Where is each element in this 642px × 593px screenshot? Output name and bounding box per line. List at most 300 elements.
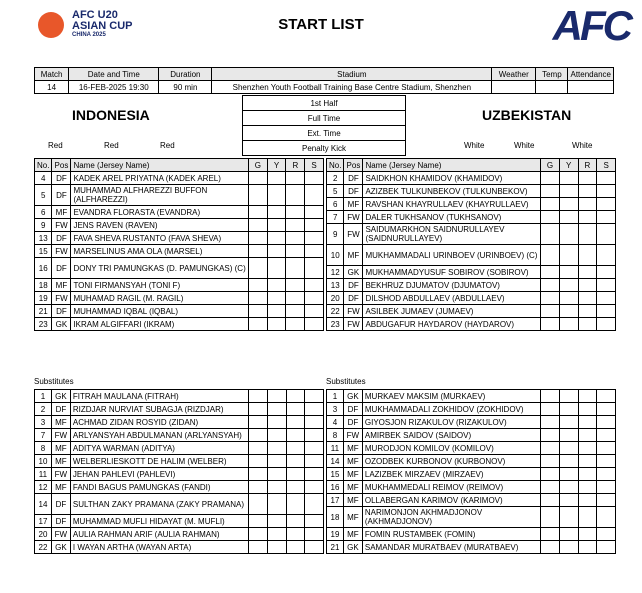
player-name: FITRAH MAULANA (FITRAH) bbox=[70, 390, 248, 403]
table-row bbox=[327, 172, 616, 185]
player-name: MUHAMMAD MUFLI HIDAYAT (M. MUFLI) bbox=[70, 515, 248, 528]
player-number: 1 bbox=[35, 390, 52, 403]
player-name: KADEK AREL PRIYATNA (KADEK AREL) bbox=[71, 172, 249, 185]
home-kit-color: Red bbox=[48, 141, 63, 150]
stat-cell bbox=[305, 528, 324, 541]
info-value bbox=[536, 81, 568, 94]
stat-cell bbox=[286, 172, 305, 185]
stat-cell bbox=[305, 468, 324, 481]
stat-cell bbox=[541, 429, 560, 442]
table-row bbox=[327, 279, 616, 292]
player-number: 12 bbox=[327, 266, 344, 279]
stat-cell bbox=[597, 172, 616, 185]
stat-cell bbox=[267, 172, 286, 185]
stat-cell bbox=[578, 541, 597, 554]
player-name: FOMIN RUSTAMBEK (FOMIN) bbox=[362, 528, 540, 541]
player-name: SAIDKHON KHAMIDOV (KHAMIDOV) bbox=[363, 172, 541, 185]
stat-cell bbox=[597, 245, 616, 266]
stat-cell bbox=[578, 468, 597, 481]
player-name: OZODBEK KURBONOV (KURBONOV) bbox=[362, 455, 540, 468]
player-number: 8 bbox=[327, 429, 344, 442]
table-row bbox=[35, 541, 324, 554]
player-number: 18 bbox=[35, 279, 52, 292]
table-row bbox=[327, 429, 616, 442]
stat-cell bbox=[286, 185, 305, 206]
player-position: DF bbox=[51, 494, 70, 515]
stat-cell bbox=[268, 442, 287, 455]
column-header: Name (Jersey Name) bbox=[71, 159, 249, 172]
stat-cell bbox=[248, 318, 267, 331]
period-label: Ext. Time bbox=[243, 126, 406, 141]
header bbox=[0, 0, 642, 62]
column-header: Pos bbox=[344, 159, 363, 172]
table-row bbox=[35, 494, 324, 515]
stat-cell bbox=[541, 507, 560, 528]
stat-cell bbox=[559, 305, 578, 318]
stat-cell bbox=[559, 429, 578, 442]
player-number: 20 bbox=[35, 528, 52, 541]
player-name: DILSHOD ABDULLAEV (ABDULLAEV) bbox=[363, 292, 541, 305]
stat-cell bbox=[578, 245, 597, 266]
table-row bbox=[35, 468, 324, 481]
table-row bbox=[35, 258, 324, 279]
column-header: No. bbox=[35, 159, 52, 172]
stat-cell bbox=[541, 390, 560, 403]
stat-cell bbox=[578, 292, 597, 305]
player-position: DF bbox=[52, 185, 71, 206]
player-number: 23 bbox=[35, 318, 52, 331]
player-number: 7 bbox=[327, 211, 344, 224]
stat-cell bbox=[541, 494, 560, 507]
player-number: 3 bbox=[327, 403, 344, 416]
info-value: 90 min bbox=[159, 81, 212, 94]
away-subs-label: Substitutes bbox=[326, 377, 366, 386]
player-number: 22 bbox=[35, 541, 52, 554]
stat-cell bbox=[559, 318, 578, 331]
player-number: 21 bbox=[327, 541, 344, 554]
stat-cell bbox=[268, 429, 287, 442]
player-position: FW bbox=[344, 224, 363, 245]
stat-cell bbox=[249, 455, 268, 468]
table-row bbox=[327, 403, 616, 416]
stat-cell bbox=[597, 211, 616, 224]
stat-cell bbox=[249, 429, 268, 442]
table-row bbox=[35, 172, 324, 185]
home-kit-color: Red bbox=[160, 141, 175, 150]
stat-cell bbox=[267, 279, 286, 292]
stat-cell bbox=[248, 245, 267, 258]
player-number: 11 bbox=[327, 442, 344, 455]
info-value: 14 bbox=[35, 81, 69, 94]
table-row bbox=[327, 305, 616, 318]
player-position: MF bbox=[343, 507, 362, 528]
period-label: Full Time bbox=[243, 111, 406, 126]
stat-cell bbox=[305, 403, 324, 416]
period-label: Penalty Kick bbox=[243, 141, 406, 156]
stat-cell bbox=[597, 541, 616, 554]
player-position: MF bbox=[52, 206, 71, 219]
player-name: WELBERLIESKOTT DE HALIM (WELBER) bbox=[70, 455, 248, 468]
player-position: DF bbox=[344, 279, 363, 292]
player-position: MF bbox=[52, 279, 71, 292]
column-header: G bbox=[248, 159, 267, 172]
stat-cell bbox=[305, 305, 324, 318]
home-subs-label: Substitutes bbox=[34, 377, 74, 386]
player-number: 10 bbox=[35, 455, 52, 468]
table-row bbox=[327, 416, 616, 429]
player-number: 17 bbox=[35, 515, 52, 528]
stat-cell bbox=[559, 185, 578, 198]
stat-cell bbox=[541, 481, 560, 494]
stat-cell bbox=[305, 258, 324, 279]
info-header: Stadium bbox=[212, 68, 492, 81]
table-row bbox=[35, 245, 324, 258]
stat-cell bbox=[267, 206, 286, 219]
player-name: FAVA SHEVA RUSTANTO (FAVA SHEVA) bbox=[71, 232, 249, 245]
player-number: 4 bbox=[35, 172, 52, 185]
player-position: FW bbox=[344, 211, 363, 224]
player-position: FW bbox=[52, 245, 71, 258]
stat-cell bbox=[267, 219, 286, 232]
stat-cell bbox=[286, 219, 305, 232]
table-row bbox=[327, 390, 616, 403]
player-number: 22 bbox=[327, 305, 344, 318]
player-number: 15 bbox=[327, 468, 344, 481]
stat-cell bbox=[578, 390, 597, 403]
info-header: Duration bbox=[159, 68, 212, 81]
info-header: Match bbox=[35, 68, 69, 81]
stat-cell bbox=[267, 305, 286, 318]
player-number: 5 bbox=[327, 185, 344, 198]
table-row bbox=[327, 245, 616, 266]
table-row bbox=[327, 481, 616, 494]
stat-cell bbox=[541, 528, 560, 541]
stat-cell bbox=[286, 541, 305, 554]
stat-cell bbox=[305, 219, 324, 232]
stat-cell bbox=[305, 206, 324, 219]
stat-cell bbox=[248, 258, 267, 279]
info-value: 16-FEB-2025 19:30 bbox=[69, 81, 159, 94]
player-name: FANDI BAGUS PAMUNGKAS (FANDI) bbox=[70, 481, 248, 494]
stat-cell bbox=[286, 390, 305, 403]
away-team-name: UZBEKISTAN bbox=[482, 107, 572, 123]
stat-cell bbox=[541, 198, 560, 211]
stat-cell bbox=[286, 515, 305, 528]
player-name: MUHAMMAD IQBAL (IQBAL) bbox=[71, 305, 249, 318]
player-name: IKRAM ALGIFFARI (IKRAM) bbox=[71, 318, 249, 331]
player-name: MARSELINUS AMA OLA (MARSEL) bbox=[71, 245, 249, 258]
table-row bbox=[327, 541, 616, 554]
teams-block bbox=[34, 95, 614, 155]
player-position: FW bbox=[52, 219, 71, 232]
player-name: ADITYA WARMAN (ADITYA) bbox=[70, 442, 248, 455]
table-row bbox=[327, 528, 616, 541]
player-number: 20 bbox=[327, 292, 344, 305]
player-name: AMIRBEK SAIDOV (SAIDOV) bbox=[362, 429, 540, 442]
table-row bbox=[35, 390, 324, 403]
stat-cell bbox=[286, 442, 305, 455]
player-position: FW bbox=[344, 318, 363, 331]
player-position: GK bbox=[51, 390, 70, 403]
stat-cell bbox=[248, 305, 267, 318]
stat-cell bbox=[597, 507, 616, 528]
column-header: Y bbox=[559, 159, 578, 172]
player-name: EVANDRA FLORASTA (EVANDRA) bbox=[71, 206, 249, 219]
stat-cell bbox=[286, 258, 305, 279]
match-info-table bbox=[34, 67, 614, 94]
stat-cell bbox=[286, 416, 305, 429]
column-header: Pos bbox=[52, 159, 71, 172]
player-number: 19 bbox=[35, 292, 52, 305]
player-name: TONI FIRMANSYAH (TONI F) bbox=[71, 279, 249, 292]
player-name: MUKHAMMEDALI REIMOV (REIMOV) bbox=[362, 481, 540, 494]
column-header: Name (Jersey Name) bbox=[363, 159, 541, 172]
stat-cell bbox=[249, 494, 268, 515]
player-name: LAZIZBEK MIRZAEV (MIRZAEV) bbox=[362, 468, 540, 481]
stat-cell bbox=[249, 442, 268, 455]
stat-cell bbox=[286, 232, 305, 245]
tournament-logo: AFC U20 ASIAN CUP CHINA 2025 bbox=[32, 4, 152, 48]
stat-cell bbox=[541, 455, 560, 468]
player-position: GK bbox=[343, 390, 362, 403]
stat-cell bbox=[597, 429, 616, 442]
stat-cell bbox=[267, 318, 286, 331]
table-row bbox=[35, 185, 324, 206]
stat-cell bbox=[541, 442, 560, 455]
player-name: I WAYAN ARTHA (WAYAN ARTA) bbox=[70, 541, 248, 554]
stat-cell bbox=[541, 403, 560, 416]
player-name: JENS RAVEN (RAVEN) bbox=[71, 219, 249, 232]
player-number: 15 bbox=[35, 245, 52, 258]
page-title: START LIST bbox=[278, 16, 364, 33]
column-header: R bbox=[578, 159, 597, 172]
stat-cell bbox=[578, 429, 597, 442]
period-table bbox=[242, 95, 406, 156]
stat-cell bbox=[268, 515, 287, 528]
stat-cell bbox=[305, 494, 324, 515]
stat-cell bbox=[597, 481, 616, 494]
player-position: FW bbox=[51, 429, 70, 442]
player-number: 2 bbox=[327, 172, 344, 185]
table-row bbox=[35, 429, 324, 442]
stat-cell bbox=[305, 455, 324, 468]
player-name: MUKHAMMADYUSUF SOBIROV (SOBIROV) bbox=[363, 266, 541, 279]
stat-cell bbox=[305, 442, 324, 455]
stat-cell bbox=[597, 266, 616, 279]
player-name: SAMANDAR MURATBAEV (MURATBAEV) bbox=[362, 541, 540, 554]
stat-cell bbox=[305, 416, 324, 429]
player-position: FW bbox=[52, 292, 71, 305]
stat-cell bbox=[249, 416, 268, 429]
player-position: MF bbox=[51, 416, 70, 429]
player-position: MF bbox=[344, 198, 363, 211]
stat-cell bbox=[249, 390, 268, 403]
table-row bbox=[35, 305, 324, 318]
stat-cell bbox=[286, 206, 305, 219]
player-number: 23 bbox=[327, 318, 344, 331]
player-name: AULIA RAHMAN ARIF (AULIA RAHMAN) bbox=[70, 528, 248, 541]
stat-cell bbox=[559, 172, 578, 185]
table-row bbox=[327, 266, 616, 279]
player-name: MURKAEV MAKSIM (MURKAEV) bbox=[362, 390, 540, 403]
player-name: ACHMAD ZIDAN ROSYID (ZIDAN) bbox=[70, 416, 248, 429]
player-name: OLLABERGAN KARIMOV (KARIMOV) bbox=[362, 494, 540, 507]
player-position: MF bbox=[343, 455, 362, 468]
column-header: R bbox=[286, 159, 305, 172]
stat-cell bbox=[286, 481, 305, 494]
player-number: 13 bbox=[35, 232, 52, 245]
player-position: MF bbox=[51, 455, 70, 468]
stat-cell bbox=[268, 494, 287, 515]
stat-cell bbox=[597, 468, 616, 481]
stat-cell bbox=[559, 442, 578, 455]
column-header: S bbox=[597, 159, 616, 172]
player-number: 16 bbox=[35, 258, 52, 279]
table-row bbox=[327, 442, 616, 455]
player-position: FW bbox=[51, 528, 70, 541]
stat-cell bbox=[559, 416, 578, 429]
player-position: GK bbox=[343, 541, 362, 554]
player-number: 17 bbox=[327, 494, 344, 507]
stat-cell bbox=[578, 442, 597, 455]
stat-cell bbox=[249, 528, 268, 541]
stat-cell bbox=[597, 416, 616, 429]
player-position: DF bbox=[343, 403, 362, 416]
table-row bbox=[35, 279, 324, 292]
stat-cell bbox=[559, 507, 578, 528]
stat-cell bbox=[248, 206, 267, 219]
stat-cell bbox=[559, 224, 578, 245]
stat-cell bbox=[559, 468, 578, 481]
stat-cell bbox=[578, 481, 597, 494]
stat-cell bbox=[597, 305, 616, 318]
stat-cell bbox=[578, 211, 597, 224]
table-row bbox=[35, 318, 324, 331]
stat-cell bbox=[305, 390, 324, 403]
stat-cell bbox=[597, 198, 616, 211]
player-position: DF bbox=[343, 416, 362, 429]
table-row bbox=[35, 219, 324, 232]
stat-cell bbox=[268, 541, 287, 554]
column-header: G bbox=[541, 159, 560, 172]
stat-cell bbox=[541, 541, 560, 554]
stat-cell bbox=[559, 481, 578, 494]
stat-cell bbox=[559, 455, 578, 468]
player-number: 14 bbox=[35, 494, 52, 515]
stat-cell bbox=[305, 279, 324, 292]
stat-cell bbox=[578, 494, 597, 507]
player-number: 18 bbox=[327, 507, 344, 528]
stat-cell bbox=[305, 515, 324, 528]
stat-cell bbox=[597, 318, 616, 331]
info-header: Temp bbox=[536, 68, 568, 81]
stat-cell bbox=[248, 185, 267, 206]
table-row bbox=[327, 468, 616, 481]
stat-cell bbox=[597, 403, 616, 416]
stat-cell bbox=[578, 185, 597, 198]
table-row bbox=[327, 224, 616, 245]
player-number: 9 bbox=[35, 219, 52, 232]
stat-cell bbox=[559, 245, 578, 266]
player-name: DALER TUKHSANOV (TUKHSANOV) bbox=[363, 211, 541, 224]
column-header: S bbox=[305, 159, 324, 172]
stat-cell bbox=[541, 172, 560, 185]
stat-cell bbox=[541, 245, 560, 266]
stat-cell bbox=[559, 198, 578, 211]
stat-cell bbox=[541, 468, 560, 481]
stat-cell bbox=[267, 245, 286, 258]
stat-cell bbox=[578, 416, 597, 429]
table-row bbox=[35, 232, 324, 245]
player-number: 21 bbox=[35, 305, 52, 318]
player-name: MUHAMMAD ALFHAREZZI BUFFON (ALFHAREZZI) bbox=[71, 185, 249, 206]
player-position: GK bbox=[344, 266, 363, 279]
player-position: DF bbox=[344, 185, 363, 198]
stat-cell bbox=[597, 224, 616, 245]
stat-cell bbox=[305, 429, 324, 442]
stat-cell bbox=[268, 403, 287, 416]
stat-cell bbox=[267, 185, 286, 206]
player-number: 1 bbox=[327, 390, 344, 403]
player-number: 3 bbox=[35, 416, 52, 429]
stat-cell bbox=[578, 507, 597, 528]
player-name: MURODJON KOMILOV (KOMILOV) bbox=[362, 442, 540, 455]
table-row bbox=[35, 206, 324, 219]
stat-cell bbox=[267, 232, 286, 245]
stat-cell bbox=[248, 232, 267, 245]
player-name: RIZDJAR NURVIAT SUBAGJA (RIZDJAR) bbox=[70, 403, 248, 416]
away-starting-list bbox=[326, 158, 616, 331]
player-position: MF bbox=[343, 528, 362, 541]
stat-cell bbox=[578, 403, 597, 416]
stat-cell bbox=[559, 528, 578, 541]
table-row bbox=[35, 528, 324, 541]
home-starting-list bbox=[34, 158, 324, 331]
stat-cell bbox=[597, 292, 616, 305]
info-header: Weather bbox=[492, 68, 536, 81]
stat-cell bbox=[578, 172, 597, 185]
table-row bbox=[327, 318, 616, 331]
stat-cell bbox=[286, 245, 305, 258]
player-position: GK bbox=[51, 541, 70, 554]
table-row bbox=[327, 455, 616, 468]
table-row bbox=[327, 507, 616, 528]
player-name: MUHAMAD RAGIL (M. RAGIL) bbox=[71, 292, 249, 305]
stat-cell bbox=[286, 292, 305, 305]
stat-cell bbox=[305, 245, 324, 258]
stat-cell bbox=[541, 318, 560, 331]
stat-cell bbox=[286, 494, 305, 515]
player-number: 13 bbox=[327, 279, 344, 292]
stat-cell bbox=[597, 442, 616, 455]
stat-cell bbox=[286, 528, 305, 541]
player-name: SAIDUMARKHON SAIDNURULLAYEV (SAIDNURULLAYEV) bbox=[363, 224, 541, 245]
away-subs-list bbox=[326, 389, 616, 554]
player-position: FW bbox=[343, 429, 362, 442]
stat-cell bbox=[286, 468, 305, 481]
player-position: DF bbox=[52, 305, 71, 318]
stat-cell bbox=[305, 541, 324, 554]
player-name: DONY TRI PAMUNGKAS (D. PAMUNGKAS) (C) bbox=[71, 258, 249, 279]
player-position: DF bbox=[344, 172, 363, 185]
stat-cell bbox=[559, 292, 578, 305]
stat-cell bbox=[249, 403, 268, 416]
stat-cell bbox=[541, 305, 560, 318]
player-name: ASILBEK JUMAEV (JUMAEV) bbox=[363, 305, 541, 318]
player-number: 5 bbox=[35, 185, 52, 206]
player-name: ARLYANSYAH ABDULMANAN (ARLYANSYAH) bbox=[70, 429, 248, 442]
stat-cell bbox=[597, 455, 616, 468]
